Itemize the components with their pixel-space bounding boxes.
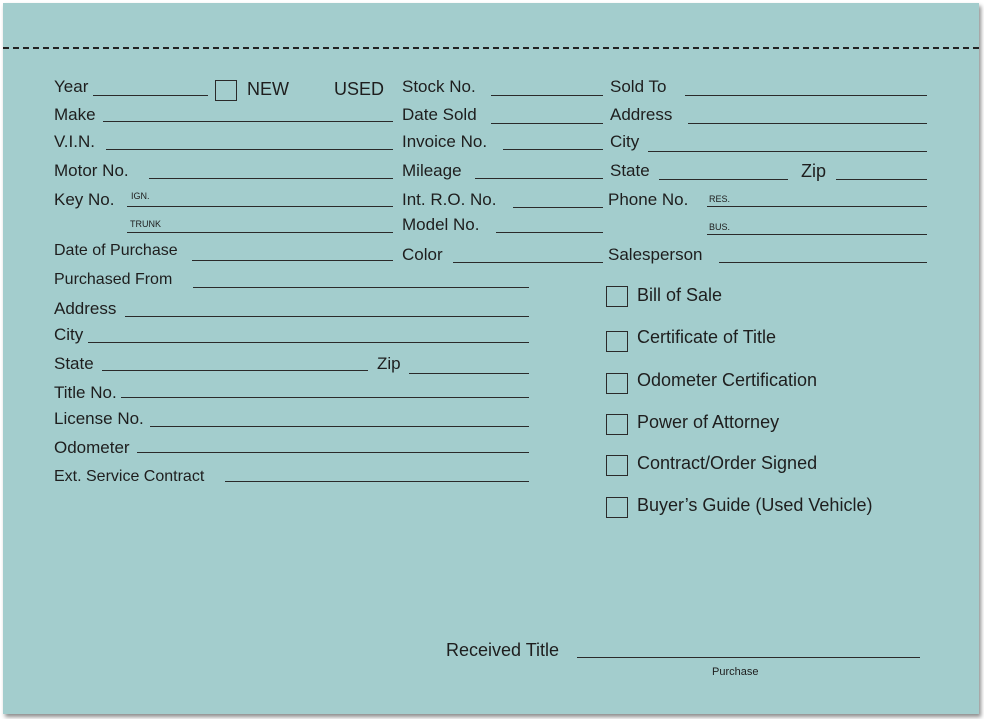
invoice-no-label: Invoice No. <box>402 132 488 151</box>
buyers-guide-label: Buyer’s Guide (Used Vehicle) <box>637 495 873 515</box>
mileage-label: Mileage <box>402 161 462 180</box>
odometer-label: Odometer <box>54 438 130 457</box>
new-checkbox[interactable] <box>215 80 237 101</box>
sold-address-field[interactable] <box>688 123 927 124</box>
license-no-field[interactable] <box>150 426 529 427</box>
model-no-field[interactable] <box>496 232 603 233</box>
res-label: RES. <box>709 194 731 204</box>
purchase-city-field[interactable] <box>88 342 529 343</box>
buyers-guide-checkbox[interactable] <box>606 497 628 518</box>
bus-label: BUS. <box>709 222 731 232</box>
purchase-address-field[interactable] <box>125 316 529 317</box>
purchase-zip-label: Zip <box>377 354 401 373</box>
title-no-label: Title No. <box>54 383 117 402</box>
certificate-of-title-label: Certificate of Title <box>637 327 777 347</box>
title-no-field[interactable] <box>121 397 529 398</box>
contract-order-signed-label: Contract/Order Signed <box>637 453 818 473</box>
sold-address-label: Address <box>610 105 673 124</box>
int-ro-no-field[interactable] <box>513 207 603 208</box>
purchase-address-label: Address <box>54 299 117 318</box>
date-sold-field[interactable] <box>491 123 603 124</box>
mileage-field[interactable] <box>475 178 603 179</box>
vin-label: V.I.N. <box>54 132 95 151</box>
received-title-field[interactable] <box>577 657 920 658</box>
purchase-caption: Purchase <box>712 666 759 678</box>
salesperson-label: Salesperson <box>608 245 703 264</box>
purchased-from-field[interactable] <box>193 287 529 288</box>
stock-no-label: Stock No. <box>402 77 476 96</box>
key-trunk-field[interactable] <box>127 232 393 233</box>
sold-city-label: City <box>610 132 640 151</box>
purchase-city-label: City <box>54 325 84 344</box>
ign-label: IGN. <box>131 191 150 201</box>
model-no-label: Model No. <box>402 215 480 234</box>
sold-state-label: State <box>610 161 650 180</box>
trunk-label: TRUNK <box>130 219 161 229</box>
perforation-line <box>3 47 979 49</box>
bill-of-sale-checkbox[interactable] <box>606 286 628 307</box>
power-of-attorney-checkbox[interactable] <box>606 414 628 435</box>
ext-service-contract-label: Ext. Service Contract <box>54 468 205 485</box>
motor-no-field[interactable] <box>149 178 393 179</box>
purchase-zip-field[interactable] <box>409 373 529 374</box>
odometer-field[interactable] <box>137 452 529 453</box>
sold-zip-field[interactable] <box>836 179 927 180</box>
phone-res-field[interactable] <box>707 206 927 207</box>
motor-no-label: Motor No. <box>54 161 129 180</box>
phone-no-label: Phone No. <box>608 190 689 209</box>
power-of-attorney-label: Power of Attorney <box>637 412 780 432</box>
license-no-label: License No. <box>54 409 144 428</box>
ext-service-contract-field[interactable] <box>225 481 529 482</box>
odometer-certification-label: Odometer Certification <box>637 370 818 390</box>
year-label: Year <box>54 77 89 96</box>
certificate-of-title-checkbox[interactable] <box>606 331 628 352</box>
sold-city-field[interactable] <box>648 151 927 152</box>
make-label: Make <box>54 105 96 124</box>
stock-no-field[interactable] <box>491 95 603 96</box>
vehicle-record-card <box>3 3 979 714</box>
phone-bus-field[interactable] <box>707 234 927 235</box>
purchased-from-label: Purchased From <box>54 271 173 288</box>
color-label: Color <box>402 245 443 264</box>
make-field[interactable] <box>103 121 393 122</box>
date-of-purchase-field[interactable] <box>192 260 393 261</box>
purchase-state-label: State <box>54 354 94 373</box>
sold-zip-label: Zip <box>801 161 827 181</box>
color-field[interactable] <box>453 262 603 263</box>
key-ign-field[interactable] <box>127 206 393 207</box>
date-of-purchase-label: Date of Purchase <box>54 242 178 259</box>
date-sold-label: Date Sold <box>402 105 477 124</box>
sold-to-field[interactable] <box>685 95 927 96</box>
sold-state-field[interactable] <box>659 179 788 180</box>
purchase-state-field[interactable] <box>102 370 368 371</box>
int-ro-no-label: Int. R.O. No. <box>402 190 497 209</box>
vin-field[interactable] <box>106 149 393 150</box>
new-label: NEW <box>247 79 289 99</box>
year-field[interactable] <box>93 95 208 96</box>
salesperson-field[interactable] <box>719 262 927 263</box>
received-title-label: Received Title <box>446 640 560 660</box>
odometer-certification-checkbox[interactable] <box>606 373 628 394</box>
invoice-no-field[interactable] <box>503 149 603 150</box>
contract-order-signed-checkbox[interactable] <box>606 455 628 476</box>
sold-to-label: Sold To <box>610 77 667 96</box>
bill-of-sale-label: Bill of Sale <box>637 285 723 305</box>
used-label: USED <box>334 79 385 99</box>
key-no-label: Key No. <box>54 190 115 209</box>
